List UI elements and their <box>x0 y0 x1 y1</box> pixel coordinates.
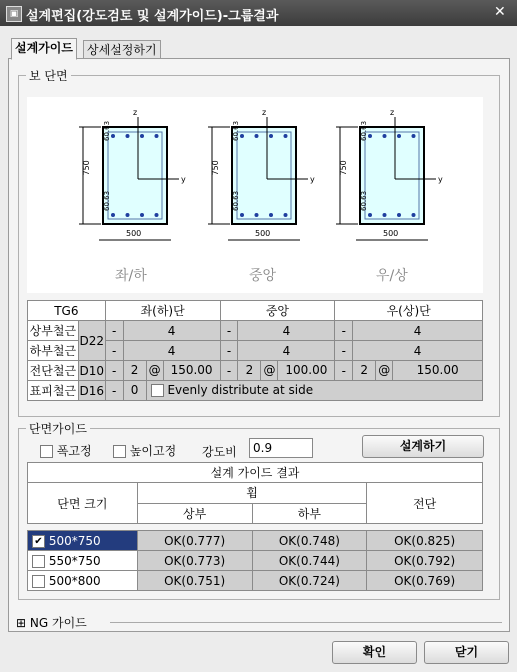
col-header-center: 중앙 <box>220 301 335 321</box>
result-size-cell[interactable] <box>28 571 138 591</box>
bot-bar-count-right[interactable]: 4 <box>353 341 483 361</box>
beam-section-svg <box>27 97 483 293</box>
result-top: OK(0.777) <box>137 531 252 551</box>
rebar-dot-top <box>155 134 159 138</box>
cover-dim-text-top: 60.63 <box>103 120 111 141</box>
strength-ratio-label: 강도비 <box>202 445 237 459</box>
top-bar-count-center[interactable]: 4 <box>238 321 335 341</box>
result-bot: OK(0.748) <box>252 531 367 551</box>
table-row[interactable] <box>28 531 483 551</box>
z-axis-label: z <box>262 108 267 117</box>
main-bar-dia[interactable]: D22 <box>78 321 105 361</box>
rebar-dot-bottom <box>397 213 401 217</box>
fix-height-label: 높이고정 <box>129 444 177 458</box>
skin-bar-label: 표피철근 <box>28 381 79 401</box>
ng-guide-label: NG 가이드 <box>29 616 87 630</box>
depth-dim-text: 750 <box>82 160 91 176</box>
rebar-dot-bottom <box>126 213 130 217</box>
y-axis-label: y <box>438 175 443 184</box>
position-label-center: 중앙 <box>249 268 277 284</box>
rebar-dot-bottom <box>255 213 259 217</box>
shear-legs: 2 <box>245 363 254 377</box>
top-bar-count-left[interactable]: 4 <box>123 321 220 341</box>
dash: - <box>105 361 123 381</box>
shear-bar-label: 전단철근 <box>28 361 79 381</box>
width-dim-text: 500 <box>126 229 142 238</box>
cover-dim-text-bottom: 60.63 <box>232 190 240 211</box>
skin-bar-row <box>123 381 482 401</box>
dash: - <box>105 341 123 361</box>
result-size: 550*750 <box>48 553 101 568</box>
cover-dim-text-bottom: 60.63 <box>103 190 111 211</box>
table-row[interactable] <box>28 551 483 571</box>
bot-header: 하부 <box>252 503 367 524</box>
spacer <box>28 524 483 531</box>
at-sign: @ <box>146 361 164 380</box>
shear-legs: 2 <box>130 363 139 377</box>
top-header: 상부 <box>137 503 252 524</box>
shear-spacing: 100.00 <box>285 363 328 377</box>
result-shear: OK(0.769) <box>367 571 483 591</box>
rebar-dot-top <box>397 134 401 138</box>
dash: - <box>335 321 353 341</box>
result-bot: OK(0.724) <box>252 571 367 591</box>
evenly-distribute-label: Evenly distribute at side <box>167 383 314 397</box>
bot-bar-count-left[interactable]: 4 <box>123 341 220 361</box>
dash: - <box>105 321 123 341</box>
skin-bar-dia[interactable]: D16 <box>78 381 105 401</box>
z-axis-label: z <box>390 108 395 117</box>
rebar-dot-bottom <box>383 213 387 217</box>
table-row[interactable] <box>28 571 483 591</box>
rebar-dot-bottom <box>240 213 244 217</box>
y-axis-label: y <box>310 175 315 184</box>
rebar-dot-top <box>126 134 130 138</box>
result-size-cell[interactable] <box>28 551 138 571</box>
position-label-left: 좌/하 <box>115 268 147 284</box>
divider <box>110 622 502 623</box>
result-size: 500*800 <box>48 573 101 588</box>
depth-dim-text: 750 <box>339 160 348 176</box>
rebar-dot-bottom <box>368 213 372 217</box>
depth-dim-text: 750 <box>211 160 220 176</box>
dash: - <box>220 341 238 361</box>
tab-design-guide[interactable]: 설계가이드 <box>11 38 77 60</box>
beam-section-rect <box>103 127 167 224</box>
y-axis-label: y <box>181 175 186 184</box>
shear-bar-dia[interactable]: D10 <box>78 361 105 381</box>
dash: - <box>335 361 353 381</box>
col-header-left: 좌(하)단 <box>105 301 220 321</box>
rebar-dot-top <box>284 134 288 138</box>
result-size-cell[interactable] <box>28 531 138 551</box>
app-icon: ▣ <box>6 6 22 22</box>
fix-width-option[interactable] <box>40 442 92 459</box>
design-result-table <box>27 462 483 591</box>
ng-guide-toggle[interactable] <box>16 614 87 631</box>
rebar-dot-top <box>412 134 416 138</box>
bot-bar-label: 하부철근 <box>28 341 79 361</box>
rebar-dot-top <box>383 134 387 138</box>
result-size: 500*750 <box>48 533 101 548</box>
result-shear: OK(0.792) <box>367 551 483 571</box>
rebar-dot-bottom <box>269 213 273 217</box>
width-dim-text: 500 <box>383 229 399 238</box>
at-sign: @ <box>375 361 393 380</box>
result-checkbox[interactable] <box>32 575 45 588</box>
skin-bar-count[interactable]: 0 <box>124 381 147 400</box>
z-axis-label: z <box>133 108 138 117</box>
shear-header: 전단 <box>367 483 483 524</box>
dash: - <box>220 321 238 341</box>
flexure-header: 휨 <box>137 483 367 504</box>
rebar-dot-bottom <box>412 213 416 217</box>
result-title: 설계 가이드 결과 <box>28 463 483 483</box>
title-bar <box>0 0 517 26</box>
bot-bar-count-center[interactable]: 4 <box>238 341 335 361</box>
cover-dim-text-bottom: 60.63 <box>360 190 368 211</box>
result-top: OK(0.751) <box>137 571 252 591</box>
rebar-dot-bottom <box>140 213 144 217</box>
tab-detail-settings[interactable]: 상세설정하기 <box>83 40 161 59</box>
shear-spacing: 150.00 <box>416 363 459 377</box>
rebar-dot-top <box>240 134 244 138</box>
width-dim-text: 500 <box>255 229 271 238</box>
cover-dim-text-top: 60.63 <box>232 120 240 141</box>
beam-section-rect <box>360 127 424 224</box>
cover-dim-text-top: 60.63 <box>360 120 368 141</box>
result-checkbox[interactable] <box>32 555 45 568</box>
rebar-dot-bottom <box>284 213 288 217</box>
col-header-right: 우(상)단 <box>335 301 483 321</box>
evenly-distribute-checkbox[interactable] <box>151 384 164 397</box>
beam-section-rect <box>232 127 296 224</box>
guide-group-title: 단면가이드 <box>26 420 90 437</box>
at-sign: @ <box>260 361 278 380</box>
strength-ratio-input[interactable] <box>249 438 313 458</box>
rebar-dot-top <box>111 134 115 138</box>
fix-width-label: 폭고정 <box>56 444 92 458</box>
shear-legs: 2 <box>360 363 369 377</box>
shear-spacing: 150.00 <box>170 363 213 377</box>
top-bar-count-right[interactable]: 4 <box>353 321 483 341</box>
section-drawing <box>27 97 483 293</box>
rebar-dot-bottom <box>111 213 115 217</box>
shear-cell-center[interactable] <box>238 361 335 381</box>
section-group-title: 보 단면 <box>26 67 71 84</box>
evenly-distribute-option[interactable] <box>147 381 314 400</box>
rebar-dot-top <box>140 134 144 138</box>
result-top: OK(0.773) <box>137 551 252 571</box>
close-icon[interactable]: ✕ <box>494 4 506 20</box>
result-checkbox[interactable]: ✔ <box>32 535 45 548</box>
fix-height-checkbox[interactable] <box>113 445 126 458</box>
fix-width-checkbox[interactable] <box>40 445 53 458</box>
expand-icon[interactable]: ⊞ <box>16 616 27 630</box>
dash: - <box>220 361 238 381</box>
rebar-dot-top <box>368 134 372 138</box>
top-bar-label: 상부철근 <box>28 321 79 341</box>
size-header: 단면 크기 <box>28 483 138 524</box>
ok-button[interactable]: 확인 <box>332 641 417 664</box>
rebar-table <box>27 300 483 401</box>
rebar-dot-top <box>269 134 273 138</box>
fix-height-option[interactable] <box>113 442 176 459</box>
close-button[interactable]: 닫기 <box>424 641 509 664</box>
result-bot: OK(0.744) <box>252 551 367 571</box>
member-name: TG6 <box>28 301 106 321</box>
design-button[interactable]: 설계하기 <box>362 435 484 458</box>
result-shear: OK(0.825) <box>367 531 483 551</box>
position-label-right: 우/상 <box>376 268 408 284</box>
rebar-dot-top <box>255 134 259 138</box>
window-title: 설계편집(강도검토 및 설계가이드)-그룹결과 <box>26 9 279 24</box>
dash: - <box>105 381 123 401</box>
rebar-dot-bottom <box>155 213 159 217</box>
shear-cell-left[interactable] <box>123 361 220 381</box>
shear-cell-right[interactable] <box>353 361 483 381</box>
dash: - <box>335 341 353 361</box>
